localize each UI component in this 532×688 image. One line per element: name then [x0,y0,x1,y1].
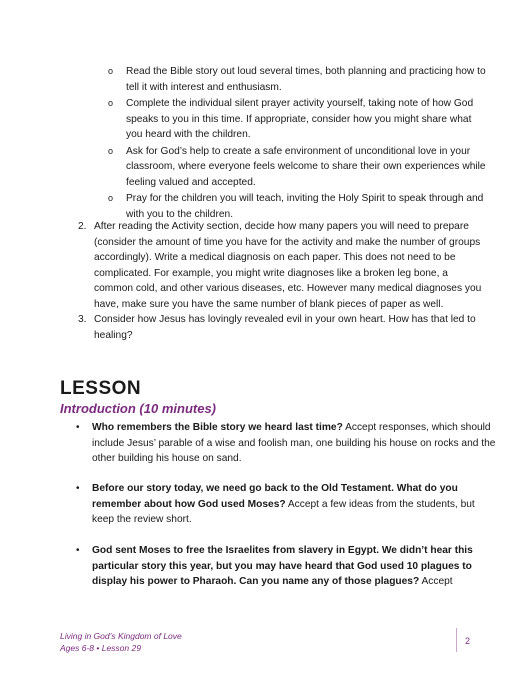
intro-bullet [76,420,496,467]
page-number: 2 [465,636,471,646]
footer-title: Living in God’s Kingdom of Love [60,631,182,641]
list-item: • Before our story today, we need go back to the Old Testament. What do you remember about how God used Moses? Accept a few ideas from the students, but keep the review short. [76,483,475,525]
list-item: • God sent Moses to free the Israelites from slavery in Egypt. We didn’t hear this particular story this year, but you may have heard that God used 10 plagues to display his power to Pharaoh. Can you name any of those plagues? Accept [76,545,473,587]
list-item: 2. After reading the Activity section, decide how many papers you will need to prepare (consider the amount of time you have for the activity and make the number of groups accordingly). Write a medical diagnosis on each paper. This does not need to be complicated. For example, you might write diagnoses like a broken leg bone, a common cold, and other various diseases, etc. However many medical diagnoses you have, make sure you have the same number of blank pieces of paper as well. [78,221,482,310]
list-item: o Pray for the children you will teach, inviting the Holy Spirit to speak through and with you to the children. [108,193,484,220]
item-number: 3. [78,314,87,325]
lesson-heading: LESSON [60,378,142,399]
footer-divider [456,628,457,652]
bullet-icon: • [76,545,80,556]
bullet-icon: • [76,483,80,494]
list-item: o Read the Bible story out loud several times, both planning and practicing how to tell it with interest and enthusiasm. [108,66,486,93]
section-heading: Introduction (10 minutes) [60,401,216,416]
list-item: o Ask for God’s help to create a safe environment of unconditional love in your classroom, where everyone feels welcome to share their own experiences while feeling valued and accepted. [108,145,486,188]
circle-bullet-icon: o [108,145,114,156]
prep-numbered-list [78,219,488,343]
page-footer [60,630,182,654]
list-item: o Complete the individual silent prayer activity yourself, taking note of how God speaks to you in this time. If appropriate, consider how you might share what you heard with the children. [108,98,474,140]
footer-subtitle: Ages 6-8 • Lesson 29 [60,643,141,653]
list-item: 3. Consider how Jesus has lovingly revealed evil in your own heart. How has that led to healing? [78,314,476,341]
item-number: 2. [78,221,87,232]
list-item: • Who remembers the Bible story we heard last time? Accept responses, which should include Jesus’ parable of a wise and foolish man, one building his house on rocks and the other building his house on sand. [76,422,496,464]
circle-bullet-icon: o [108,193,114,203]
circle-bullet-icon: o [108,66,114,76]
intro-bullet [76,481,496,528]
prep-sub-list [108,64,488,223]
intro-bullet [76,543,496,590]
circle-bullet-icon: o [108,98,114,108]
bullet-icon: • [76,422,80,433]
